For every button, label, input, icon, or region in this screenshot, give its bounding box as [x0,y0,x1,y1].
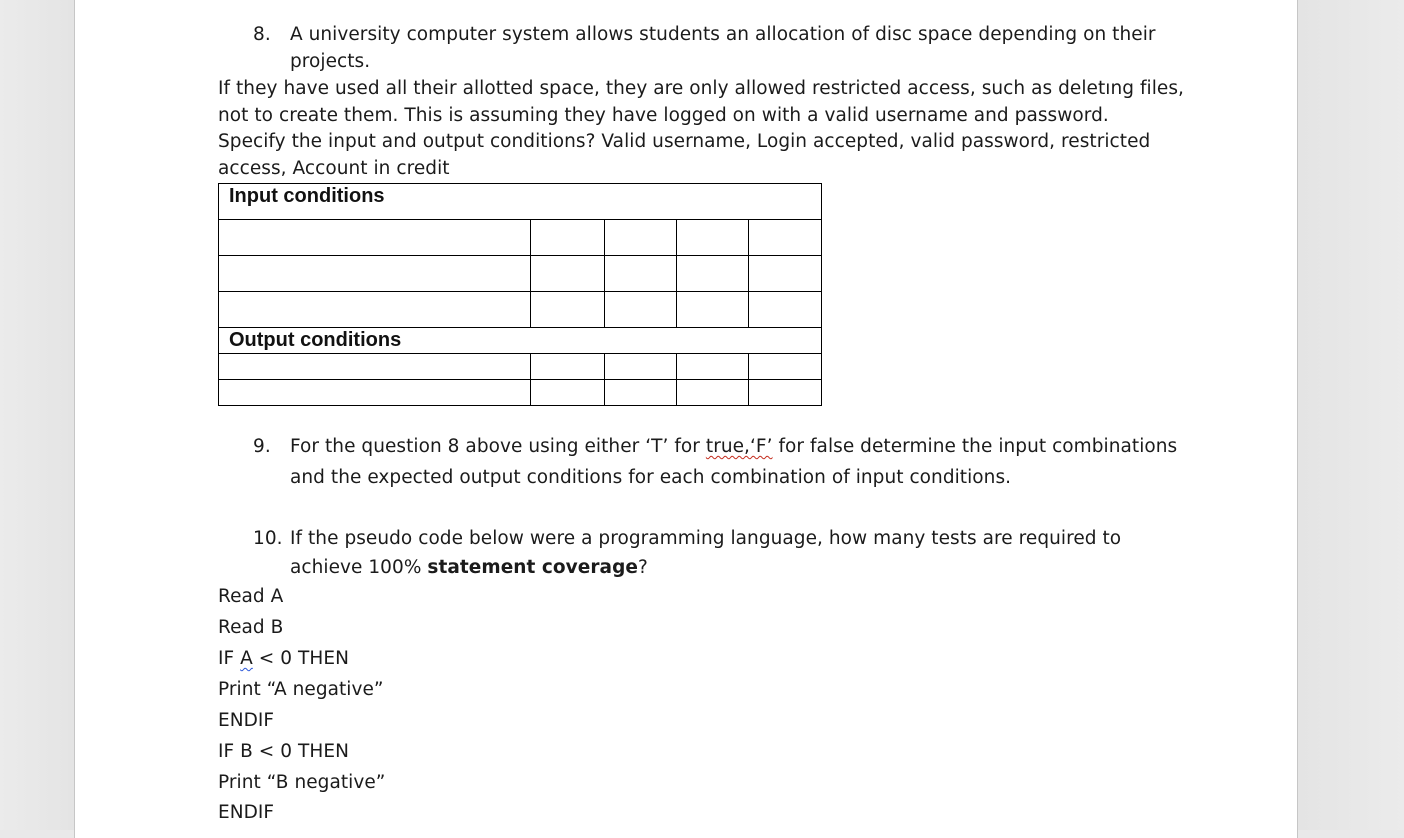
q8-line-2: projects. [290,51,371,72]
q10-line-2-start: achieve 100% [290,557,428,578]
table-row [219,256,822,292]
table-cell[interactable] [219,220,531,256]
output-conditions-header[interactable]: Output conditions [219,328,822,354]
code-line-3-end: < 0 THEN [252,648,349,669]
code-line-8: ENDIF [218,802,275,823]
q10-line-1: If the pseudo code below were a programming language, how many tests are required to [290,528,1122,549]
table-cell[interactable] [677,292,749,328]
table-row [219,354,822,380]
table-cell[interactable] [219,354,531,380]
q8-line-1: A university computer system allows students an allocation of disc space depending on their [290,24,1156,45]
table-cell[interactable] [677,220,749,256]
q10-line-2-end: ? [637,557,648,578]
q9-line-2: and the expected output conditions for each combination of input conditions. [290,467,1012,488]
q8-paragraph-1: If they have used all their allotted space, they are only allowed restricted access, such as deletıng files, [218,78,1184,99]
input-conditions-header[interactable]: Input conditions [219,184,822,220]
left-margin-area [0,0,75,830]
table-cell[interactable] [605,256,677,292]
q10-number: 10. [253,528,283,549]
table-cell[interactable] [531,220,605,256]
q10-line-2 [290,554,648,581]
q9-line-1-start: For the question 8 above using either ‘T’ for [290,436,706,457]
table-cell[interactable] [605,292,677,328]
conditions-table [218,183,822,406]
grammar-mark[interactable]: A [240,648,253,669]
statement-coverage-bold: statement coverage [427,557,638,578]
table-cell[interactable] [531,292,605,328]
table-cell[interactable] [677,380,749,406]
table-cell[interactable] [749,220,822,256]
table-cell[interactable] [749,354,822,380]
output-conditions-header-row [219,328,822,354]
table-cell[interactable] [219,256,531,292]
q8-number: 8. [253,24,271,45]
code-line-5: ENDIF [218,710,275,731]
q9-line-1 [290,433,1177,460]
q8-paragraph-2: not to create them. This is assuming they have logged on with a valid username and password. [218,105,1109,126]
input-conditions-header-row [219,184,822,220]
right-margin-area [1298,0,1404,830]
table-cell[interactable] [677,354,749,380]
code-line-4: Print “A negative” [218,679,384,700]
table-cell[interactable] [749,256,822,292]
table-cell[interactable] [219,292,531,328]
code-line-3-start: IF [218,648,241,669]
code-line-7: Print “B negative” [218,772,386,793]
table-cell[interactable] [531,354,605,380]
table-cell[interactable] [531,380,605,406]
code-line-2: Read B [218,617,284,638]
table-row [219,292,822,328]
q8-paragraph-3: Specify the input and output conditions? Valid username, Login accepted, valid password, restricted [218,131,1151,152]
q9-line-1-end: for false determine the input combinations [772,436,1178,457]
code-line-3 [218,645,349,672]
table-cell[interactable] [605,220,677,256]
code-line-6: IF B < 0 THEN [218,741,349,762]
table-cell[interactable] [749,380,822,406]
spelling-error-mark[interactable]: true,‘F’ [705,436,773,457]
code-line-1: Read A [218,586,284,607]
table-cell[interactable] [605,380,677,406]
table-cell[interactable] [219,380,531,406]
table-cell[interactable] [605,354,677,380]
table-cell[interactable] [677,256,749,292]
q8-paragraph-4: access, Account in credit [218,158,450,179]
q9-number: 9. [253,436,271,457]
table-row [219,380,822,406]
table-row [219,220,822,256]
table-cell[interactable] [749,292,822,328]
table-cell[interactable] [531,256,605,292]
